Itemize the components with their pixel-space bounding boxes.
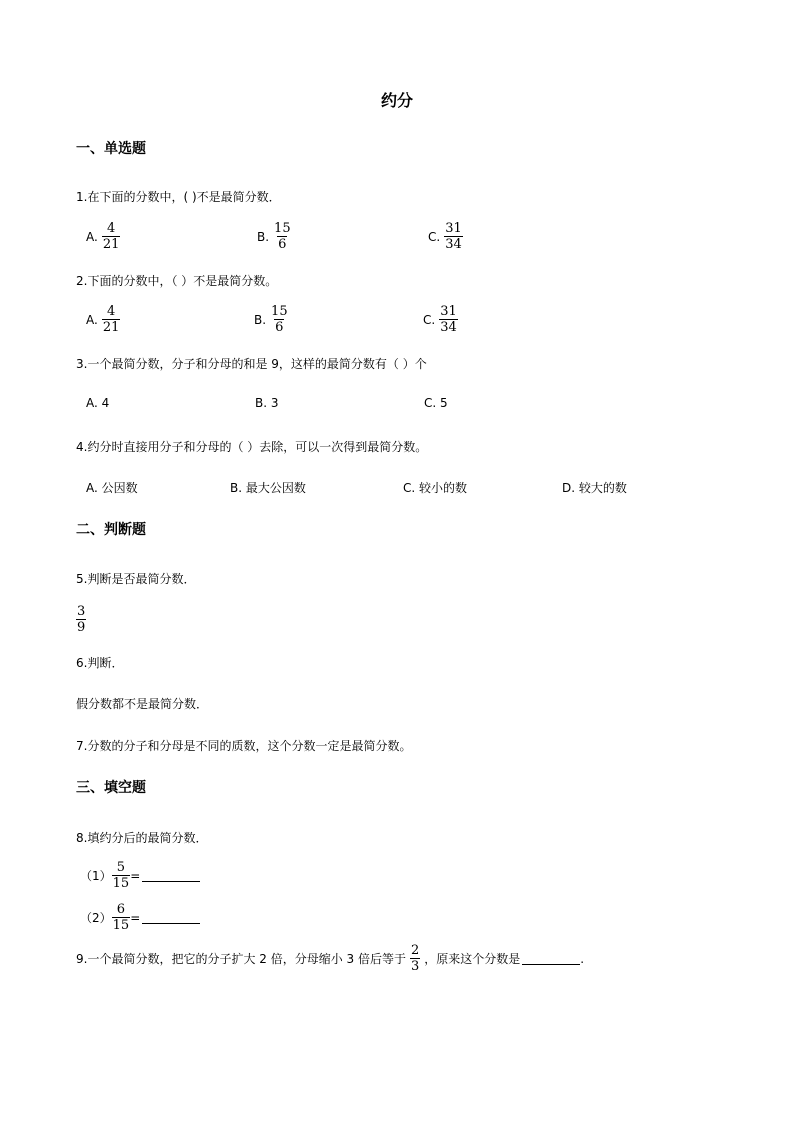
fraction: $\frac{15}{6}$ xyxy=(271,304,288,335)
question-3-text: 3.一个最简分数，分子和分母的和是 9，这样的最简分数有（ ）个 xyxy=(76,357,427,371)
question-1-option-a: A. $\frac{4}{21}$ xyxy=(86,221,120,252)
question-2-option-c: C. $\frac{31}{34}$ xyxy=(423,304,457,335)
section-heading-true-false: 二、判断题 xyxy=(76,522,146,538)
question-6-statement: 假分数都不是最简分数． xyxy=(76,697,209,711)
question-9: 9.一个最简分数，把它的分子扩大 2 倍，分母缩小 3 倍后等于 $\frac{2}{3}$ ，原来这个分数是 . xyxy=(76,943,585,974)
question-4-text: 4.约分时直接用分子和分母的（ ）去除，可以一次得到最简分数。 xyxy=(76,440,428,454)
section-heading-single-choice: 一、单选题 xyxy=(76,141,146,157)
answer-blank[interactable] xyxy=(142,911,200,924)
question-5-text: 5.判断是否最简分数． xyxy=(76,572,196,586)
question-4-option-a: A. 公因数 xyxy=(86,481,138,495)
question-3-option-b: B. 3 xyxy=(255,396,279,410)
question-1-option-c: C. $\frac{31}{34}$ xyxy=(428,221,462,252)
question-4-option-d: D. 较大的数 xyxy=(562,481,627,495)
section-heading-fill-in: 三、填空题 xyxy=(76,780,146,796)
answer-blank[interactable] xyxy=(522,952,580,965)
question-8-part-1: （1） $\frac{5}{15}$ = xyxy=(80,861,200,890)
fraction: $\frac{31}{34}$ xyxy=(440,304,457,335)
question-6-text: 6.判断． xyxy=(76,656,124,670)
answer-blank[interactable] xyxy=(142,869,200,882)
question-1-option-b: B. $\frac{15}{6}$ xyxy=(257,221,291,252)
fraction: $\frac{4}{21}$ xyxy=(102,304,120,335)
fraction: $\frac{2}{3}$ xyxy=(410,943,420,974)
question-3-option-c: C. 5 xyxy=(424,396,448,410)
fraction: $\frac{6}{15}$ xyxy=(112,902,130,933)
question-4-option-b: B. 最大公因数 xyxy=(230,481,306,495)
question-8-text: 8.填约分后的最简分数． xyxy=(76,831,208,845)
fraction: $\frac{3}{9}$ xyxy=(77,604,86,635)
question-7-text: 7.分数的分子和分母是不同的质数，这个分数一定是最简分数。 xyxy=(76,739,412,753)
question-3-option-a: A. 4 xyxy=(86,396,110,410)
fraction: $\frac{4}{21}$ xyxy=(102,221,120,252)
question-4-option-c: C. 较小的数 xyxy=(403,481,468,495)
question-2-option-b: B. $\frac{15}{6}$ xyxy=(254,304,288,335)
page-title: 约分 xyxy=(380,91,413,110)
fraction: $\frac{15}{6}$ xyxy=(274,221,291,252)
question-2-text: 2.下面的分数中，（ ）不是最简分数。 xyxy=(76,274,278,288)
fraction: $\frac{31}{34}$ xyxy=(445,221,462,252)
question-1-text: 1.在下面的分数中，( )不是最简分数． xyxy=(76,190,281,204)
question-2-option-a: A. $\frac{4}{21}$ xyxy=(86,304,120,335)
question-8-part-2: （2） $\frac{6}{15}$ = xyxy=(80,903,200,932)
question-5-fraction xyxy=(76,605,86,634)
fraction: $\frac{5}{15}$ xyxy=(112,860,130,891)
